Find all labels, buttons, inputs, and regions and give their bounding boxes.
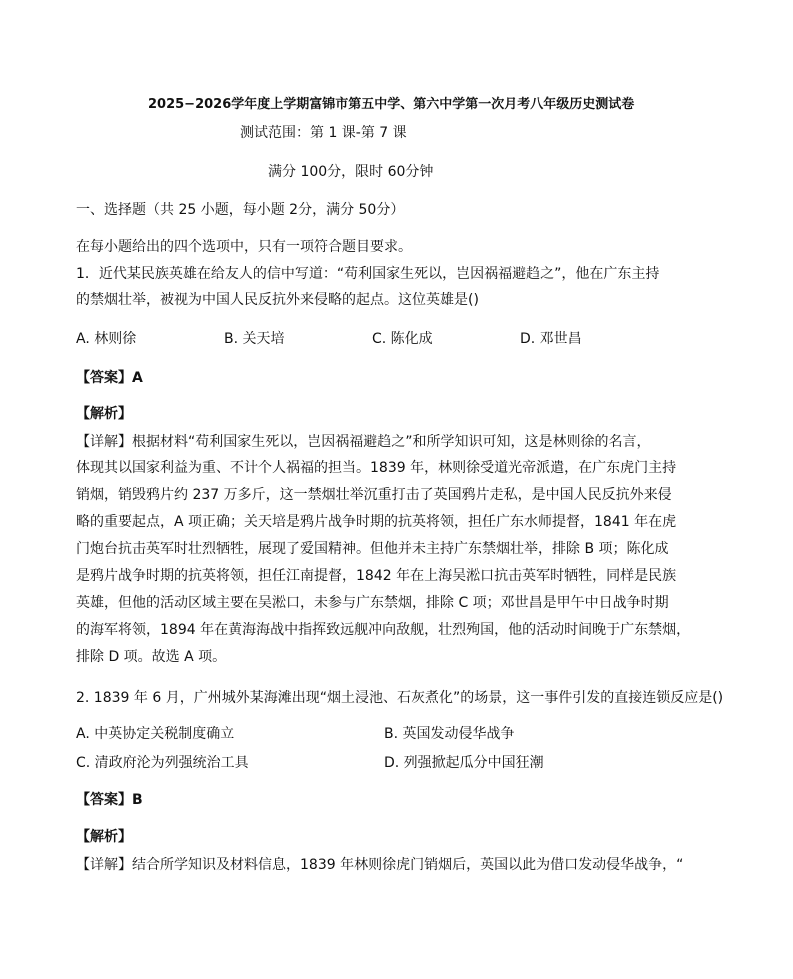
q1-detail-line-1: 【详解】根据材料“苟利国家生死以，岂因祸福避趋之”和所学知识可知，这是林则徐的名言， [76, 434, 651, 450]
q1-analysis-label: 【解析】 [76, 406, 132, 422]
q1-detail-line-2: 体现其以国家利益为重、不计个人祸福的担当。1839 年，林则徐受道光帝派遣，在广东虎门主持 [76, 460, 677, 476]
exam-title: 2025−2026学年度上学期富锦市第五中学、第六中学第一次月考八年级历史测试卷 [148, 97, 635, 112]
q1-option-a: A. 林则徐 [76, 331, 137, 347]
q1-detail-line-9: 排除 D 项。故选 A 项。 [76, 649, 227, 665]
section-instruction: 在每小题给出的四个选项中，只有一项符合题目要求。 [76, 239, 412, 255]
q2-detail-line-1: 【详解】结合所学知识及材料信息，1839 年林则徐虎门销烟后，英国以此为借口发动侵华战争，“ [76, 857, 684, 873]
q1-detail-line-7: 英雄，但他的活动区域主要在吴淞口，未参与广东禁烟，排除 C 项；邓世昌是甲午中日战争时期 [76, 595, 669, 611]
exam-score: 满分 100分，限时 60分钟 [268, 164, 434, 180]
q2-option-b: B. 英国发动侵华战争 [384, 726, 515, 742]
q1-option-d: D. 邓世昌 [520, 331, 582, 347]
exam-scope: 测试范围：第 1 课-第 7 课 [240, 125, 407, 141]
q1-detail-line-8: 的海军将领，1894 年在黄海海战中指挥致远舰冲向敌舰，壮烈殉国，他的活动时间晚于广东禁烟， [76, 622, 691, 638]
q1-stem-line-2: 的禁烟壮举，被视为中国人民反抗外来侵略的起点。这位英雄是() [76, 292, 479, 308]
q2-option-a: A. 中英协定关税制度确立 [76, 726, 235, 742]
q1-option-b: B. 关天培 [224, 331, 285, 347]
q1-detail-line-4: 略的重要起点，A 项正确；关天培是鸦片战争时期的抗英将领，担任广东水师提督，1841 年在虎 [76, 514, 677, 530]
q1-detail-line-3: 销烟，销毁鸦片约 237 万多斤，这一禁烟壮举沉重打击了英国鸦片走私，是中国人民反抗外来侵 [76, 487, 672, 503]
q1-answer: 【答案】A [76, 370, 143, 386]
section-heading: 一、选择题（共 25 小题，每小题 2分，满分 50分） [76, 202, 405, 218]
q1-option-c: C. 陈化成 [372, 331, 433, 347]
q2-option-c: C. 清政府沦为列强统治工具 [76, 755, 249, 771]
q2-analysis-label: 【解析】 [76, 829, 132, 845]
q1-detail-line-6: 是鸦片战争时期的抗英将领，担任江南提督，1842 年在上海吴淞口抗击英军时牺牲，同样是民族 [76, 568, 677, 584]
q1-detail-line-5: 门炮台抗击英军时壮烈牺牲，展现了爱国精神。但他并未主持广东禁烟壮举，排除 B 项；陈化成 [76, 541, 669, 557]
q2-answer: 【答案】B [76, 792, 143, 808]
q1-stem-line-1: 1．近代某民族英雄在给友人的信中写道：“苟利国家生死以，岂因祸福避趋之”，他在广东主持 [76, 266, 660, 282]
q2-option-d: D. 列强掀起瓜分中国狂潮 [384, 755, 544, 771]
q2-stem: 2. 1839 年 6 月，广州城外某海滩出现“烟土浸池、石灰煮化”的场景，这一事件引发的直接连锁反应是() [76, 690, 724, 706]
